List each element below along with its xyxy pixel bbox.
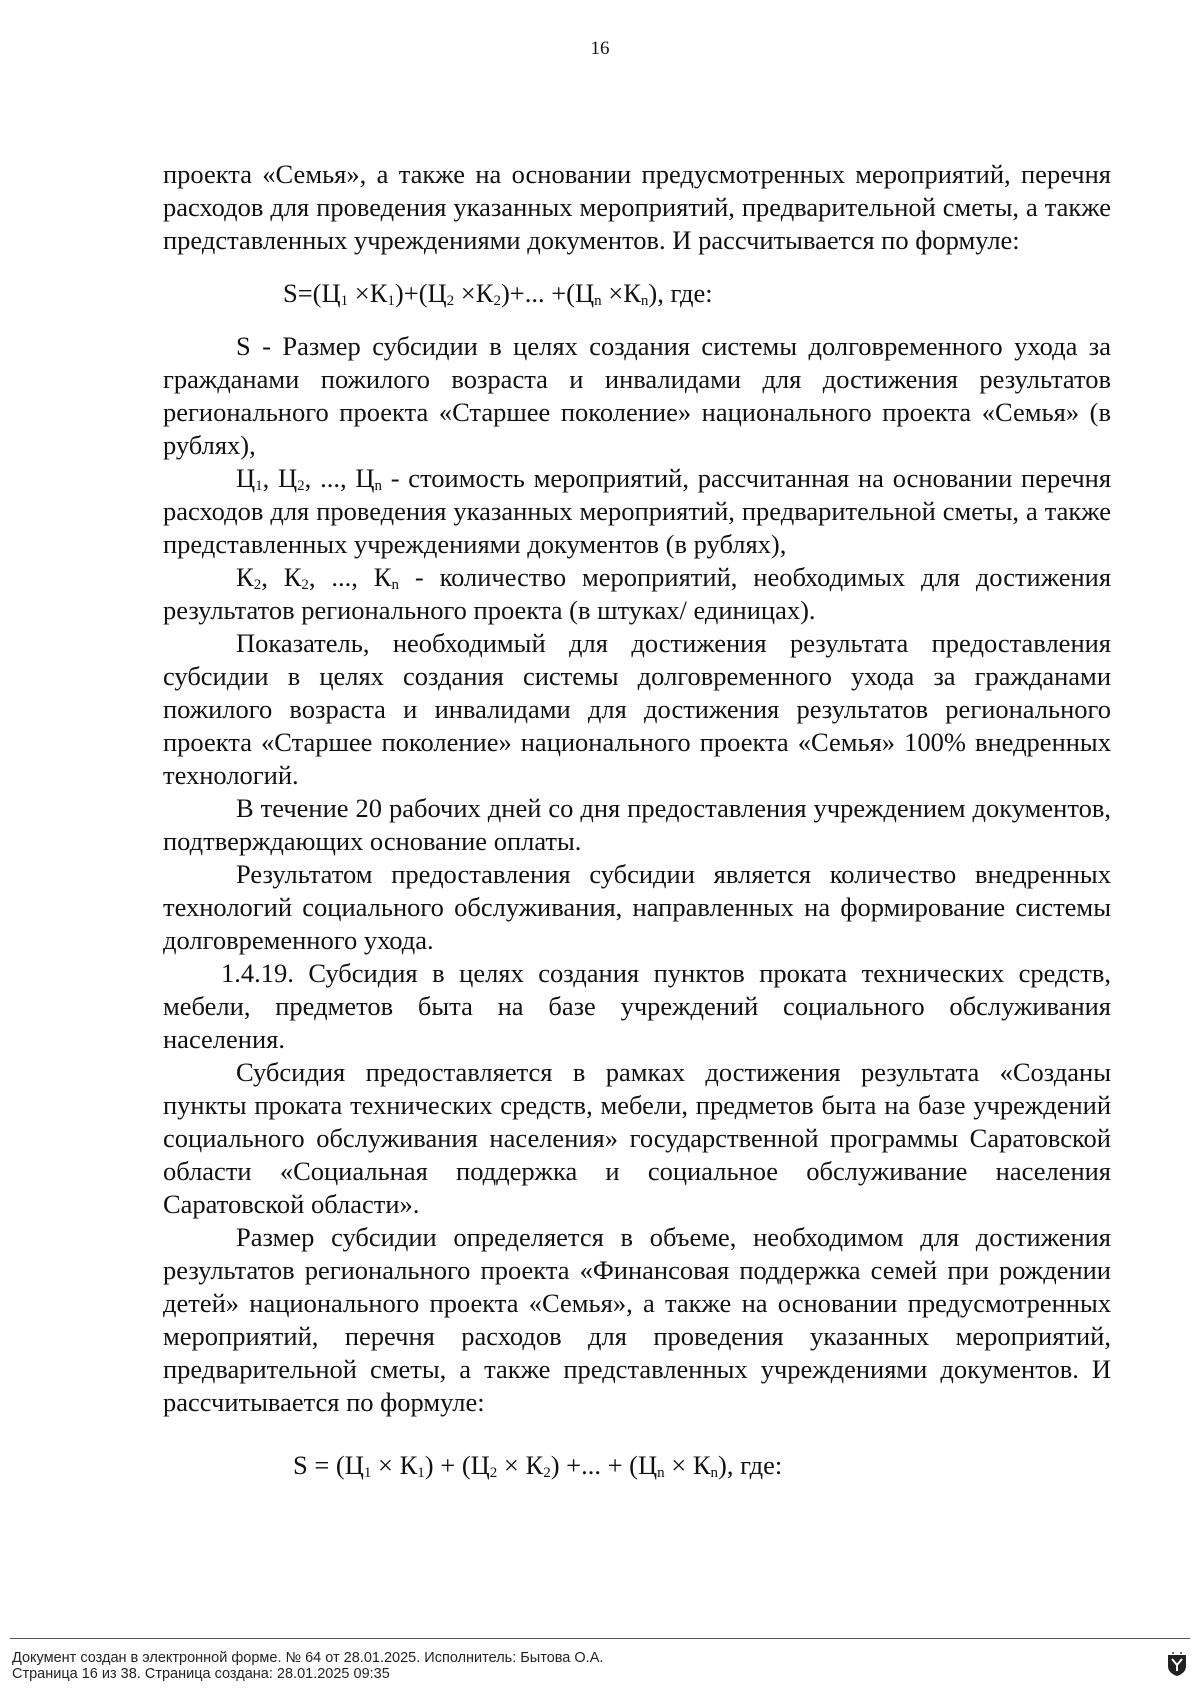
page-number: 16 (590, 38, 610, 59)
paragraph-subsidy-basis: Субсидия предоставляется в рамках достижения результата «Созданы пункты проката технических средств, мебели, предметов быта на базе учреждений социального обслуживания населения» государственной программы Саратовской области «Социальная поддержка и социальное обслуживание населения Саратовской области». (163, 1057, 1111, 1219)
footer-line-page: Страница 16 из 38. Страница создана: 28.01.2025 09:35 (12, 1666, 390, 1682)
footer-divider (10, 1638, 1190, 1639)
formula-subsidy-1: $S=(Ц_1 \times К_1)+(Ц_2 \times К_2)+$... $+(Ц_n \times К_n)$, где: (283, 278, 713, 309)
paragraph-c-definition: $Ц_1$, $Ц_2$, ..., $Ц_n$ - стоимость мероприятий, рассчитанная на основании перечня расходов для проведения указанных мероприятий, предварительной сметы, а также представленных учреждениями документов (в рублях), (163, 463, 1112, 559)
paragraph-s-definition: S - Размер субсидии в целях создания системы долговременного ухода за гражданами пожилого возраста и инвалидами для достижения результатов регионального проекта «Старшее поколение» национального проекта «Семья» (в рублях), (163, 331, 1111, 460)
section-1-4-19-heading: 1.4.19. Субсидия в целях создания пунктов проката технических средств, мебели, предметов быта на базе учреждений социального обслуживания населения. (163, 958, 1111, 1054)
paragraph-result: Результатом предоставления субсидии является количество внедренных технологий социального обслуживания, направленных на формирование системы долговременного ухода. (163, 859, 1111, 955)
emblem-icon (1166, 1651, 1188, 1677)
paragraph-indicator: Показатель, необходимый для достижения результата предоставления субсидии в целях создания системы долговременного ухода за гражданами пожилого возраста и инвалидами для достижения результатов регионального проекта «Старшее поколение» национального проекта «Семья» 100% внедренных технологий. (163, 628, 1111, 790)
formula-subsidy-2: $S = (Ц_1 \times К_1) + (Ц_2 \times К_2)$ +... + $(Ц_n \times К_n)$, где: (293, 1450, 783, 1481)
paragraph-k-definition: $К_2$, $К_2$, ..., $К_n$ - количество мероприятий, необходимых для достижения результатов регионального проекта (в штуках/ единицах). (163, 562, 1112, 625)
document-footer (12, 1650, 1112, 1682)
paragraph-subsidy-size: Размер субсидии определяется в объеме, необходимом для достижения результатов регионального проекта «Финансовая поддержка семей при рождении детей» национального проекта «Семья», а также на основании предусмотренных мероприятий, перечня расходов для проведения указанных мероприятий, предварительной сметы, а также представленных учреждениями документов. И рассчитывается по формуле: (163, 1222, 1111, 1417)
paragraph-term: В течение 20 рабочих дней со дня предоставления учреждением документов, подтверждающих основание оплаты. (163, 793, 1111, 856)
footer-line-document: Документ создан в электронной форме. № 64 от 28.01.2025. Исполнитель: Бытова О.А. (12, 1650, 604, 1666)
paragraph-continuation: проекта «Семья», а также на основании предусмотренных мероприятий, перечня расходов для проведения указанных мероприятий, предварительной сметы, а также представленных учреждениями документов. И рассчитывается по формуле: (163, 159, 1111, 255)
document-body (163, 158, 1111, 1482)
